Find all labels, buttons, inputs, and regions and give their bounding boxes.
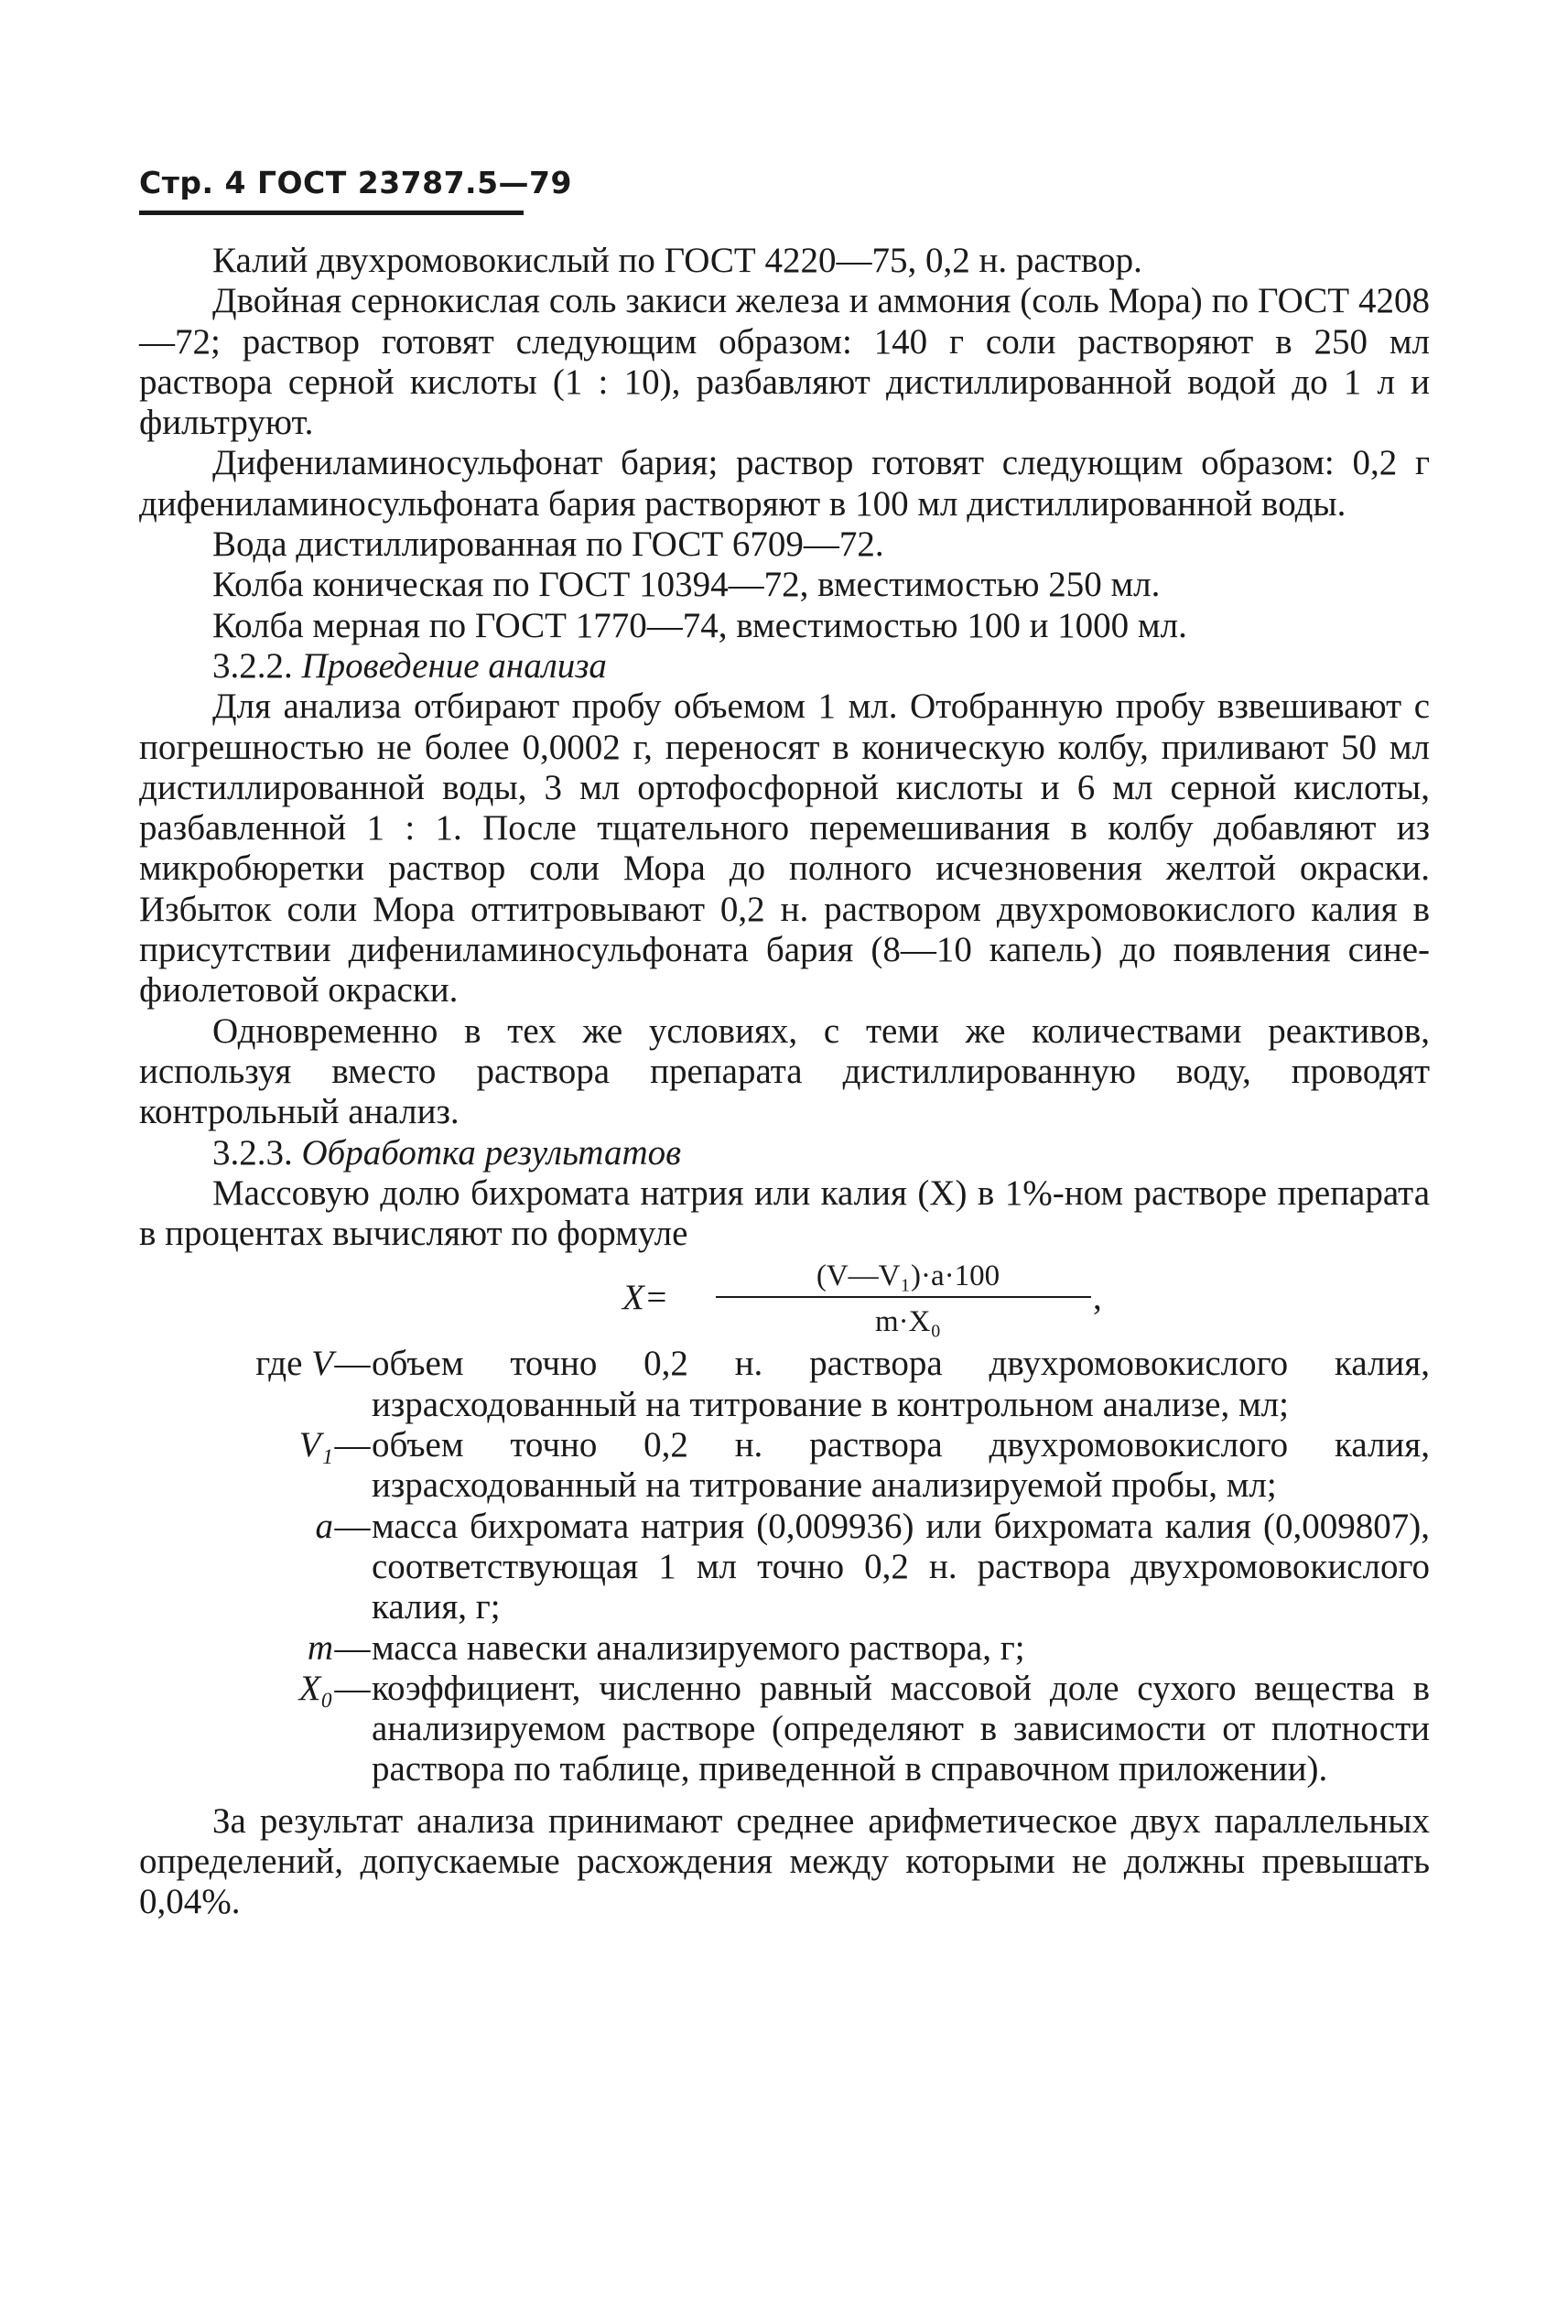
reagent-paragraph: Колба мерная по ГОСТ 1770—74, вместимостью 100 и 1000 мл. [212,605,1187,645]
definition-dash: — [334,1425,371,1465]
definition-text: объем точно 0,2 н. раствора двухромовокислого калия, израсходованный на титрование в контрольном анализе, мл; [372,1344,1430,1424]
section-heading-322 [139,646,1430,686]
reagent-paragraph: Двойная сернокислая соль закиси железа и аммония (соль Мора) по ГОСТ 4208—72; раствор готовят следующим образом: 140 г соли растворяют в 250 мл раствора серной кислоты (1 : 10), разбавляют дистиллированной водой до 1 л и фильтруют. [139,281,1430,443]
definition-text: масса навески анализируемого раствора, г; [372,1627,1025,1668]
definitions-list [139,1344,1430,1789]
section-heading-323 [139,1133,1430,1173]
reagent-paragraph: Вода дистиллированная по ГОСТ 6709—72. [212,524,884,565]
definition-dash: — [334,1627,371,1668]
page-header: Стр. 4 ГОСТ 23787.5—79 [139,165,572,200]
header-rule [139,211,524,215]
definition-symbol: V [311,1344,333,1384]
definition-symbol: V₁ [298,1425,333,1465]
analysis-paragraph: Для анализа отбирают пробу объемом 1 мл. Отобранную пробу взвешивают с погрешностью не более 0,0002 г, переносят в коническую колбу, приливают 50 мл дистиллированной воды, 3 мл ортофосфорной кислоты и 6 мл серной кислоты, разбавленной 1 : 1. После тщательного перемешивания в колбу добавляют из микробюретки раствор соли Мора до полного исчезновения желтой окраски. Избыток соли Мора оттитровывают 0,2 н. раствором двухромовокислого калия в присутствии дифениламиносульфоната бария (8—10 капель) до появления сине-фиолетовой окраски. [139,686,1430,1011]
definitions-lead: где [255,1344,303,1384]
definition-dash: — [334,1506,371,1546]
section-number: 3.2.3. [212,1132,293,1173]
formula-numerator: (V—V₁)·a·100 [816,1259,1000,1293]
section-title: Проведение анализа [301,645,607,686]
conclusion-paragraph: За результат анализа принимают среднее арифметическое двух параллельных определений, допускаемые расхождения между которыми не должны превышать 0,04%. [139,1800,1430,1922]
reagent-paragraph: Колба коническая по ГОСТ 10394—72, вместимостью 250 мл. [212,565,1161,605]
definition-item [139,1425,1430,1507]
section-number: 3.2.2. [212,645,293,686]
formula-denominator: m·X₀ [875,1305,941,1339]
definition-text: объем точно 0,2 н. раствора двухромовокислого калия, израсходованный на титрование анализируемой пробы, мл; [372,1425,1430,1506]
definition-symbol: X₀ [298,1668,333,1708]
document-body [139,241,1430,1923]
definition-text: коэффициент, численно равный массовой доле сухого вещества в анализируемом растворе (определяют в зависимости от плотности раствора по таблице, приведенной в справочном приложении). [372,1668,1430,1789]
analysis-paragraph: Одновременно в тех же условиях, с теми же количествами реактивов, используя вместо раствора препарата дистиллированную воду, проводят контрольный анализ. [139,1011,1430,1132]
reagent-paragraph: Дифениламиносульфонат бария; раствор готовят следующим образом: 0,2 г дифениламиносульфоната бария растворяют в 100 мл дистиллированной воды. [139,443,1430,524]
document-page [139,163,1430,1959]
definition-item [139,1628,1430,1669]
definition-text: масса бихромата натрия (0,009936) или бихромата калия (0,009807), соответствующая 1 мл точно 0,2 н. раствора двухромовокислого калия, г; [372,1506,1430,1627]
formula-tail: , [1093,1278,1102,1318]
definition-dash: — [334,1344,371,1384]
definition-item [139,1507,1430,1628]
definition-item [139,1669,1430,1790]
definition-dash: — [334,1668,371,1708]
definition-item [139,1344,1430,1425]
definition-symbol: m [307,1627,333,1668]
formula-intro: Массовую долю бихромата натрия или калия (X) в 1%-ном растворе препарата в процентах вычисляют по формуле [139,1173,1430,1254]
formula [139,1256,1430,1344]
fraction-bar [716,1296,1091,1298]
definition-symbol: a [315,1506,333,1546]
reagent-paragraph: Калий двухромовокислый по ГОСТ 4220—75, 0,2 н. раствор. [212,241,1142,280]
section-title: Обработка результатов [301,1132,682,1173]
formula-lhs: X= [622,1278,669,1318]
